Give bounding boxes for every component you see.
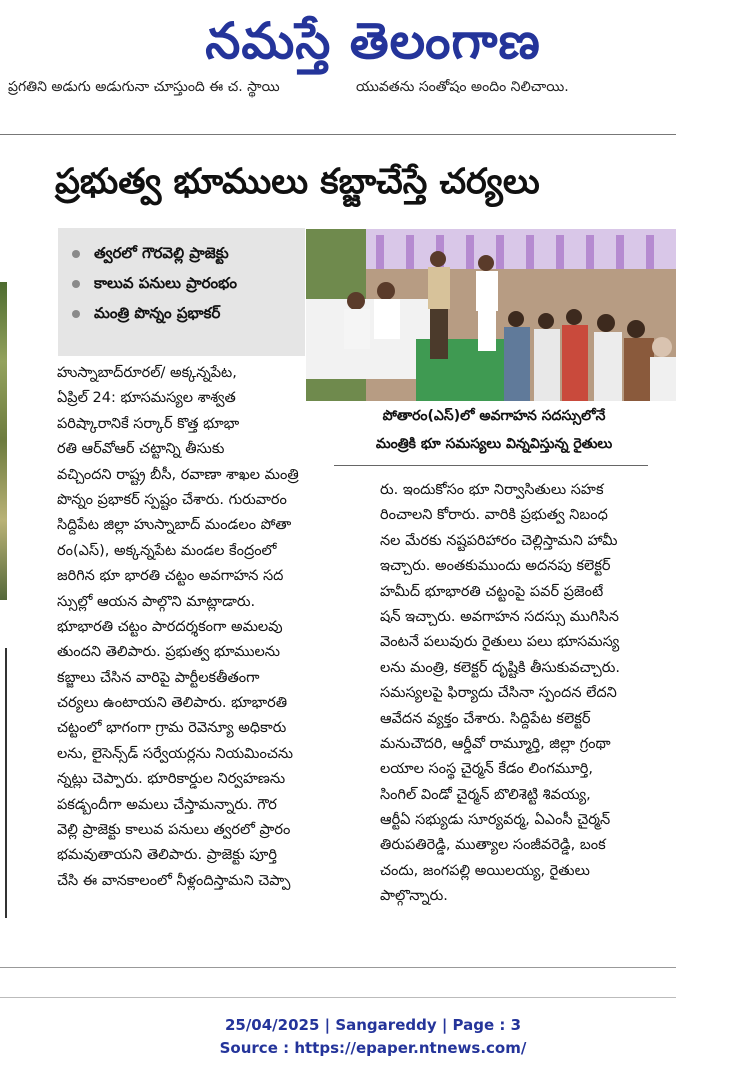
article-text-line: లయాల సంస్థ చైర్మన్ కేడం లింగమూర్తి, (380, 761, 594, 778)
article-text-line: చందు, జంగపల్లి అయిలయ్య, రైతులు (380, 862, 590, 879)
article-text-line: చర్యలు ఉంటాయని తెలిపారు. భూభారతి (57, 695, 288, 712)
caption-line: మంత్రికి భూ సమస్యలు విన్నవిస్తున్న రైతులు (375, 436, 613, 452)
footer-date-edition: 25/04/2025 | Sangareddy | Page : 3 (224, 1016, 522, 1034)
footer-source: Source : https://epaper.ntnews.com/ (219, 1039, 527, 1057)
article-text-line: జరిగిన భూ భారతి చట్టం అవగాహన సద (57, 568, 284, 585)
highlight-item: మంత్రి పొన్నం ప్రభాకర్ (70, 298, 305, 328)
article-text-line: రం(ఎస్), అక్కన్నపేట మండల కేంద్రంలో (57, 542, 277, 559)
highlight-item: కాలువ పనులు ప్రారంభం (70, 268, 305, 298)
article-text-line: మనుచౌదరి, ఆర్డీవో రామ్మూర్తి, జిల్లా గ్రంథా (380, 735, 611, 752)
highlights-box (58, 228, 305, 356)
article-text-line: ఏప్రిల్ 24: భూసమస్యల శాశ్వత (57, 390, 236, 407)
article-text-line: తిరుపతిరెడ్డి, ముత్యాల సంజీవరెడ్డి, బంక (380, 837, 606, 854)
cut-previous-article-strip (0, 79, 680, 110)
article-text-line: స్సుల్లో ఆయన పాల్గొని మాట్లాడారు. (57, 593, 256, 610)
article-text-line: రించాలని కోరారు. వారికి ప్రభుత్వ నిబంధ (380, 507, 608, 524)
article-text-line: పొన్నం ప్రభాకర్ స్పష్టం చేశారు. గురువారం (57, 491, 287, 508)
masthead (0, 0, 746, 86)
article-text-line: హుస్నాబాద్‌రూరల్/ అక్కన్నపేట, (57, 365, 237, 381)
article-text-line: చేసి ఈ వానకాలంలో నీళ్లందిస్తామని చెప్పా (57, 872, 291, 889)
footer-divider (0, 997, 676, 998)
article-text-line: లను మంత్రి, కలెక్టర్ దృష్టికి తీసుకువచ్చారు. (380, 659, 620, 676)
article-text-line: కబ్జాలు చేసిన వారిపై పార్టీలకతీతంగా (57, 669, 260, 686)
caption-line: పోతారం(ఎస్)లో అవగాహన సదస్సులోనే (382, 408, 606, 424)
highlight-item: త్వరలో గౌరవెల్లి ప్రాజెక్టు (70, 238, 305, 268)
article-text-line: షన్ ఇచ్చారు. అవగాహన సదస్సు ముగిసిన (380, 608, 619, 625)
article-column-1 (57, 361, 369, 894)
bottom-divider (0, 967, 676, 968)
article-text-line: వెంటనే పలువురు రైతులు పలు భూసమస్య (380, 634, 620, 651)
article-text-line: ఆర్టీఏ సభ్యుడు సూర్యవర్మ, ఏఎంసీ చైర్మన్ (380, 812, 611, 829)
top-divider (0, 134, 676, 135)
article-text-line: రతి ఆర్‌వోఆర్ చట్టాన్ని తీసుకు (57, 441, 225, 458)
article-text-line: తుందని తెలిపారు. ప్రభుత్వ భూములను (57, 644, 280, 661)
article-text-line: చట్టంలో భాగంగా గ్రామ రెవెన్యూ అధికారు (57, 720, 287, 737)
article-text-line: ఇచ్చారు. అంతకుముందు అదనపు కలెక్టర్ (380, 558, 611, 575)
article-text-line: సమస్యలపై ఫిర్యాదు చేసినా స్పందన లేదని (380, 685, 617, 702)
article-text-line: భమవుతాయని తెలిపారు. ప్రాజెక్టు పూర్తి (57, 847, 277, 864)
article-headline: ప్రభుత్వ భూములు కబ్జాచేస్తే చర్యలు (55, 162, 540, 202)
article-text-line: లను, లైసెన్స్‌డ్ సర్వేయర్లను నియమించను (57, 745, 294, 762)
article-text-line: న్నట్లు చెప్పారు. భూరికార్డుల నిర్వహణను (57, 771, 286, 788)
article-text-line: పాల్గొన్నారు. (380, 888, 448, 905)
article-text-line: సింగిల్ విండో చైర్మన్ బొలిశెట్టి శివయ్య, (380, 786, 591, 803)
cut-text-left: ప్రగతిని అడుగు అడుగునా చూస్తుంది ఈ చ. స్థాయి (8, 79, 280, 95)
newspaper-name: నమస్తే తెలంగాణ (205, 12, 541, 70)
article-text-line: పరిష్కారానికే సర్కార్ కొత్త భూభా (57, 415, 240, 432)
article-text-line: వెల్లి ప్రాజెక్టు కాలువ పనులు త్వరలో ప్రారం (57, 822, 291, 839)
article-text-line: పకడ్బందీగా అమలు చేస్తామన్నారు. గౌర (57, 796, 277, 813)
adjacent-photo-edge (0, 282, 7, 600)
adjacent-column-edge (0, 648, 10, 918)
cut-text-right: యువతను సంతోషం అందిం నిలిచాయి. (356, 79, 569, 95)
article-text-line: వచ్చిందని రాష్ట్ర బీసీ, రవాణా శాఖల మంత్రి (57, 466, 299, 483)
photo-caption (334, 402, 654, 458)
article-text-line: రు. ఇందుకోసం భూ నిర్వాసితులు సహక (380, 482, 604, 498)
article-text-line: సిద్దిపేట జిల్లా హుస్నాబాద్ మండలం పోతా (57, 517, 292, 534)
article-text-line: హమీద్ భూభారతి చట్టంపై పవర్ ప్రజెంటే (380, 583, 604, 600)
caption-underline (334, 465, 648, 466)
article-column-2 (380, 478, 680, 910)
article-text-line: నల మేరకు నష్టపరిహారం చెల్లిస్తామని హామీ (380, 532, 618, 549)
article-text-line: భూభారతి చట్టం పారదర్శకంగా అమలవు (57, 618, 283, 635)
article-text-line: ఆవేదన వ్యక్తం చేశారు. సిద్దిపేట కలెక్టర్ (380, 710, 591, 727)
